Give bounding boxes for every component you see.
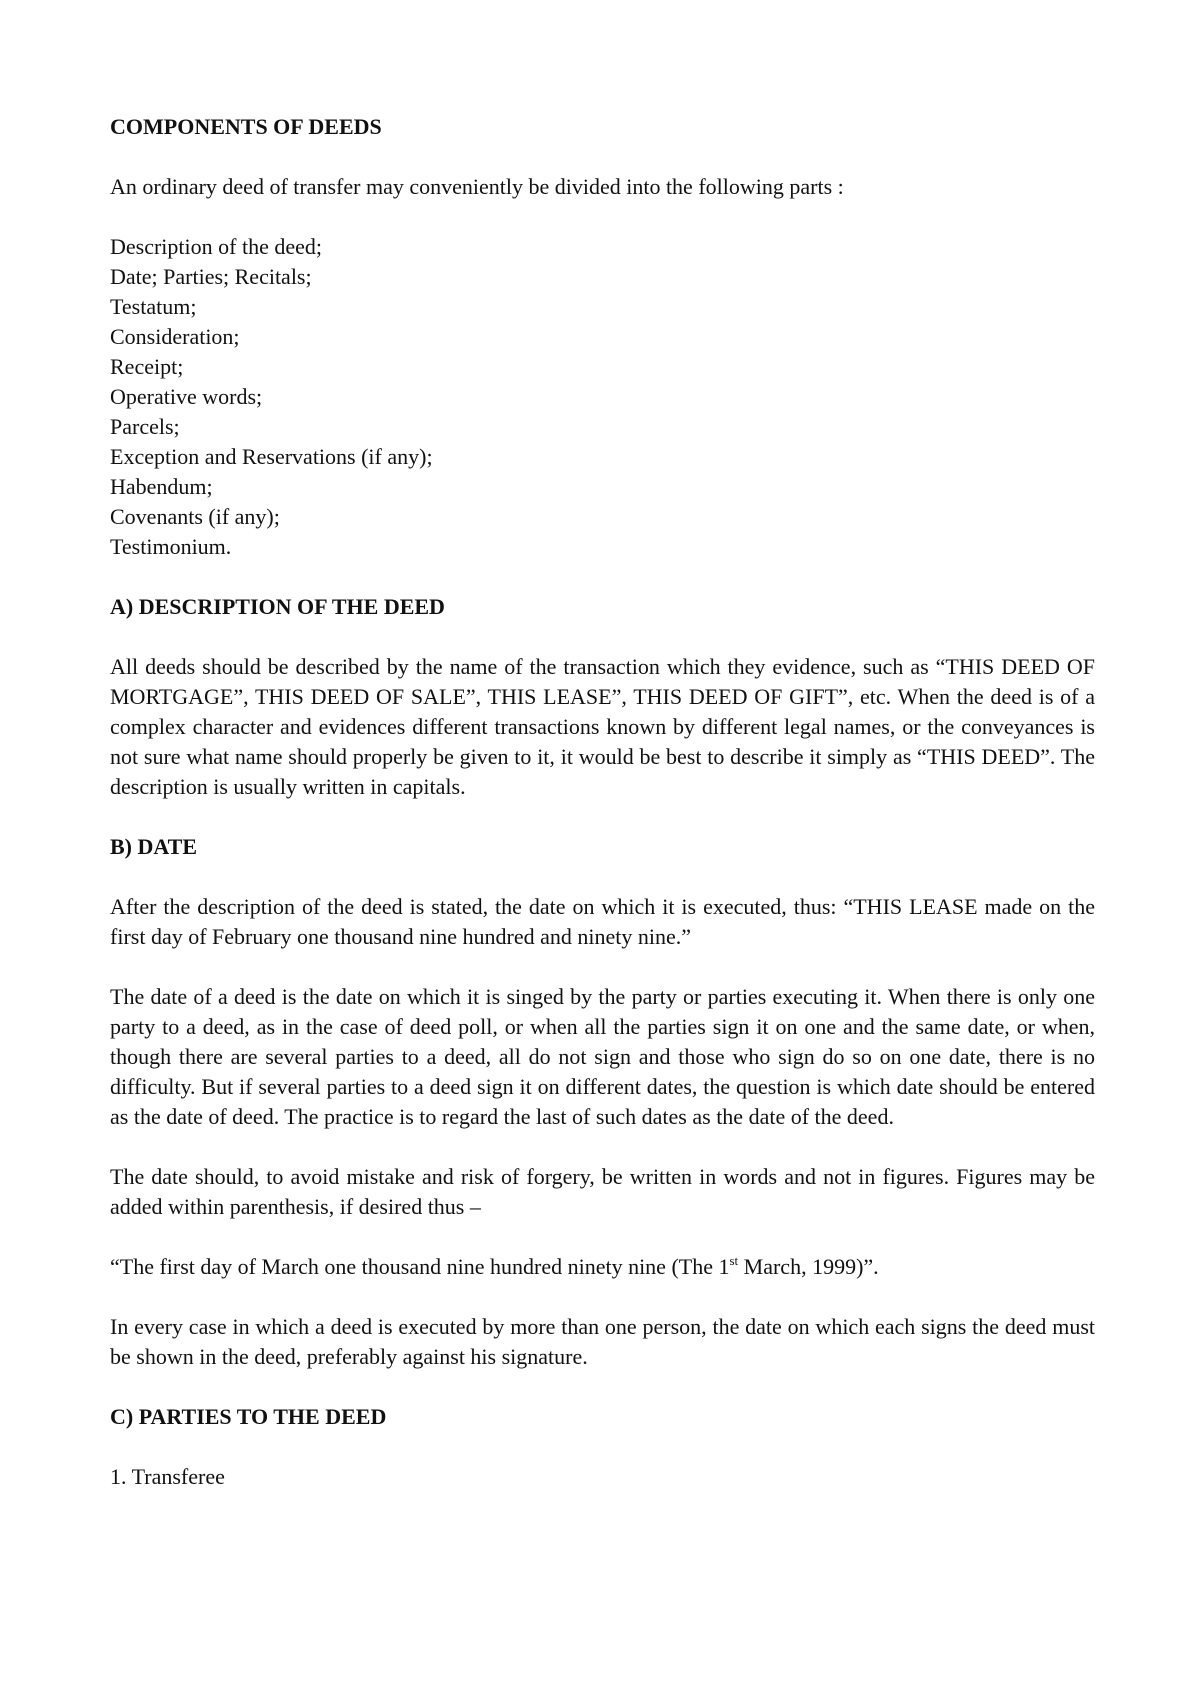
list-item: Testatum; [110, 294, 197, 319]
section-b-paragraph-2: The date of a deed is the date on which it is singed by the party or parties executing it. When there is only one party to a deed, as in the case of deed poll, or when all the parties sign it on one and the same date, or when, though there are several parties to a deed, all do not sign and those who sign do so on one date, there is no difficulty. But if several parties to a deed sign it on different dates, the question is which date should be entered as the date of deed. The practice is to regard the last of such dates as the date of the deed. [110, 984, 1095, 1129]
list-item: Receipt; [110, 354, 184, 379]
date-example-superscript: st [729, 1253, 739, 1268]
list-item: Covenants (if any); [110, 504, 280, 529]
section-b-heading: B) DATE [110, 834, 197, 859]
section-c-item-1: 1. Transferee [110, 1464, 225, 1489]
section-c-heading: C) PARTIES TO THE DEED [110, 1404, 387, 1429]
list-item: Habendum; [110, 474, 213, 499]
list-item: Parcels; [110, 414, 180, 439]
date-example [110, 1252, 1095, 1282]
list-item: Consideration; [110, 324, 240, 349]
section-a-paragraph: All deeds should be described by the name of the transaction which they evidence, such as “THIS DEED OF MORTGAGE”, THIS DEED OF SALE”, THIS LEASE”, THIS DEED OF GIFT”, etc. When the deed is of a complex character and evidences different transactions known by different legal names, or the conveyances is not sure what name should properly be given to it, it would be best to describe it simply as “THIS DEED”. The description is usually written in capitals. [110, 654, 1095, 799]
list-item: Testimonium. [110, 534, 232, 559]
list-item: Exception and Reservations (if any); [110, 444, 433, 469]
document-title: COMPONENTS OF DEEDS [110, 114, 382, 139]
list-item: Date; Parties; Recitals; [110, 264, 312, 289]
intro-paragraph: An ordinary deed of transfer may conveniently be divided into the following parts : [110, 174, 844, 199]
list-item: Operative words; [110, 384, 263, 409]
document-body [110, 112, 1095, 1522]
date-example-start: “The first day of March one thousand nine hundred ninety nine (The 1 [110, 1254, 730, 1279]
parts-list [110, 232, 1095, 562]
section-b-paragraph-3: The date should, to avoid mistake and risk of forgery, be written in words and not in figures. Figures may be added within parenthesis, if desired thus – [110, 1164, 1095, 1219]
section-a-heading: A) DESCRIPTION OF THE DEED [110, 594, 445, 619]
list-item: Description of the deed; [110, 234, 322, 259]
section-b-paragraph-1: After the description of the deed is stated, the date on which it is executed, thus: “THIS LEASE made on the first day of February one thousand nine hundred and ninety nine.” [110, 894, 1095, 949]
section-b-paragraph-4: In every case in which a deed is executed by more than one person, the date on which each signs the deed must be shown in the deed, preferably against his signature. [110, 1314, 1095, 1369]
date-example-end: March, 1999)”. [738, 1254, 879, 1279]
